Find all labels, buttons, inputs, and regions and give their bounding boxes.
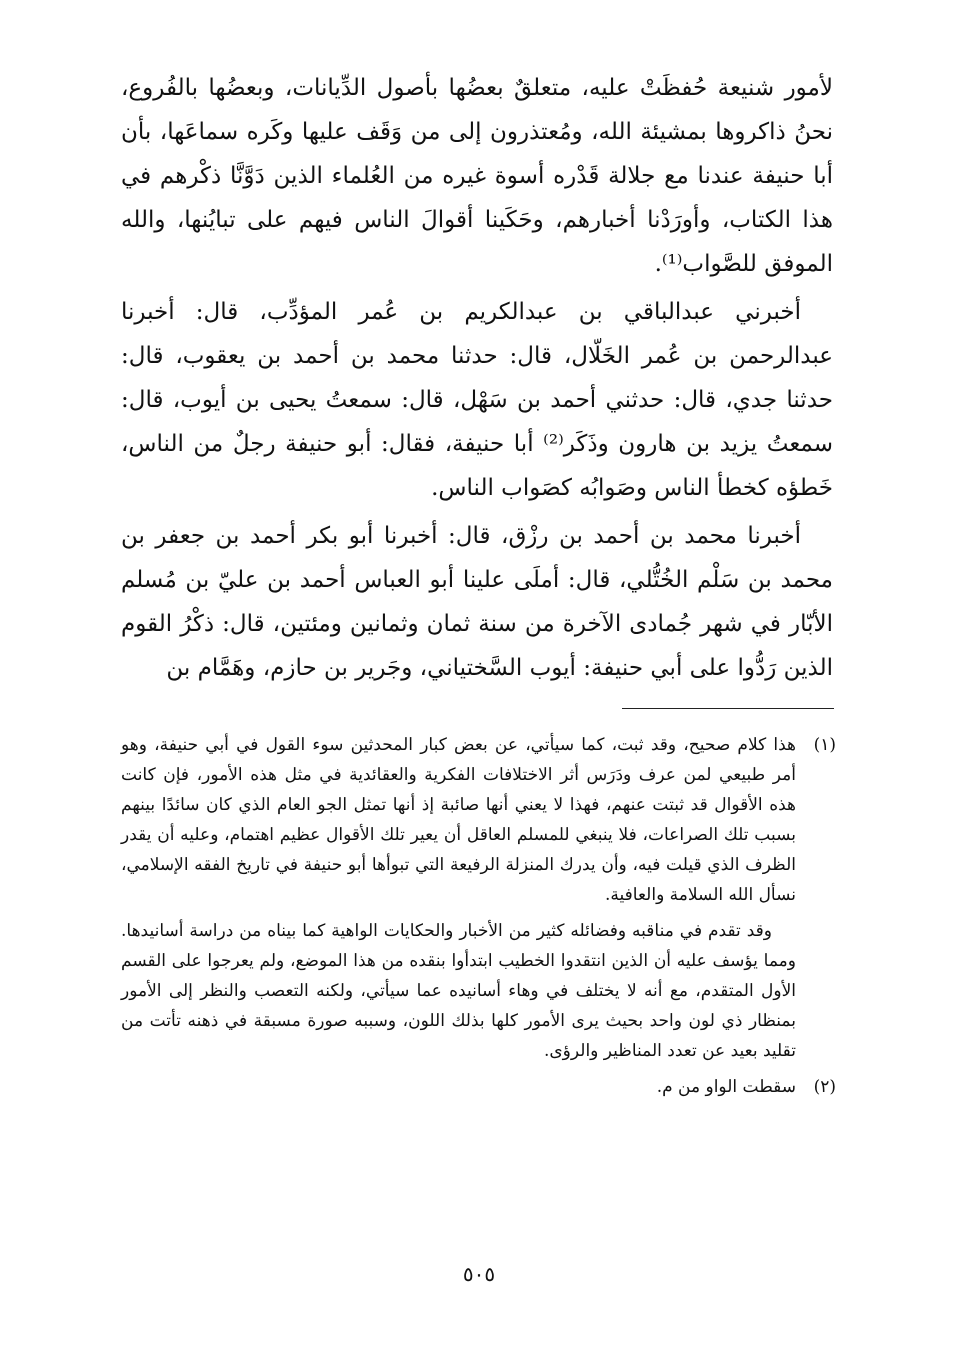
footnote-1-paragraph-2: وقد تقدم في مناقبه وفضائله كثير من الأخبار والحكايات الواهية كما بيناه من دراسة أسانيدها. ومما يؤسف عليه أن الذين انتقدوا الخطيب ابتدأوا بنقده من هذا الموضع، ولم يعرجوا على القسم الأول المتقدم، مع أنه لا يختلف في وهاء أسانيده عما سيأتي، ولكنه التعصب والنظر إلى الأمور بمنظار ذي لون واحد بحيث يرى الأمور كلها بذلك اللون، وسببه صورة مسبقة في ذهنه تأتت من تقليد بعيد عن تعدد المناظير والرؤى. [121,921,796,1061]
footnote-2 [121,1072,836,1108]
page-number: ٥٠٥ [462,1262,496,1286]
main-paragraph-2: أخبرني عبدالباقي بن عبدالكريم بن عُمر المؤدِّب، قال: أخبرنا عبدالرحمن بن عُمر الخَلّال، قال: حدثنا محمد بن أحمد بن يعقوب، قال: حدثنا جدي، قال: حدثني أحمد بن سَهْل، قال: سمعتُ يحيى بن أيوب، قال: سمعتُ يزيد بن هارون وذَكَر⁽²⁾ أبا حنيفة، فقال: أبو حنيفة رجلٌ من الناس، خَطؤه كخطأ الناس وصَوابُه كصَواب الناس. [121,299,833,501]
footnote-1-number: (١) [813,735,836,755]
footnote-1-paragraph-1: هذا كلام صحيح، وقد ثبت، كما سيأتي، عن بعض كبار المحدثين سوء القول في أبي حنيفة، وهو أمر طبيعي لمن عرف ودَرَس أثر الاختلافات الفكرية والعقائدية في مثل هذه الأمور، فإن كانت هذه الأقوال قد ثبتت عنهم، فهذا لا يعني أنها صائبة إذ أنها تمثل الجو العام الذي كان سائدًا بينهم بسبب تلك الصراعات، فلا ينبغي للمسلم العاقل أن يعير تلك الأقوال عظيم اهتمام، وعليه أن يقدر الظرف الذي قيلت فيه، وأن يدرك المنزلة الرفيعة التي تبوأها أبو حنيفة في تاريخ الفقه الإسلامي، نسأل الله السلامة والعافية. [121,735,796,905]
main-paragraph-1: لأمور شنيعة حُفظَتْ عليه، متعلقٌ بعضُها بأصول الدِّيانات، وبعضُها بالفُروع، نحنُ ذاكروها بمشيئة الله، ومُعتذرون إلى من وَقَف عليها وكَره سماعَها، بأن أبا حنيفة عندنا مع جلالة قَدْره أسوة غيره من العُلماء الذين دَوَّنَّا ذكْرهم في هذا الكتاب، وأورَدْنا أخبارهم، وحَكَينا أقوالَ الناس فيهم على تبايُنها، والله الموفق للصَّواب⁽¹⁾. [121,75,833,277]
footnote-1-body [121,730,796,1072]
footnote-1 [121,730,836,1072]
footnotes [121,730,836,1108]
main-text [121,66,833,694]
footnote-2-number: (٢) [813,1077,836,1097]
footnote-separator [622,708,834,709]
footnote-2-body [121,1072,796,1108]
footnote-2-text: سقطت الواو من م. [656,1077,796,1097]
main-paragraph-3: أخبرنا محمد بن أحمد بن رزْق، قال: أخبرنا أبو بكر أحمد بن جعفر بن محمد بن سَلْم الخُتُّلي، قال: أملَى علينا أبو العباس أحمد بن عليّ بن مُسلم الأبّار في شهر جُمادى الآخرة من سنة ثمان وثمانين ومئتين، قال: ذكْرُ القوم الذين رَدُّوا على أبي حنيفة: أيوب السَّختياني، وجَرير بن حازم، وهَمَّام بن [121,523,833,681]
